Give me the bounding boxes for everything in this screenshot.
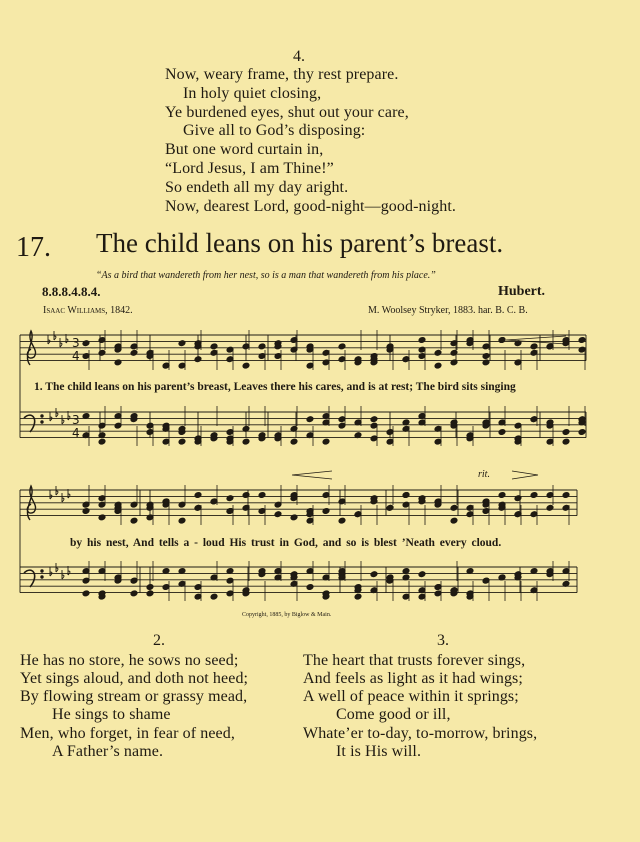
note-head [178, 340, 186, 347]
note-head [322, 508, 330, 515]
note-head [242, 492, 250, 499]
hymn-title: The child leans on his parent’s breast. [96, 228, 504, 258]
meter: 8.8.8.4.8.4. [42, 284, 101, 299]
note-head [546, 504, 554, 511]
note-head [562, 492, 570, 499]
note-head [82, 590, 90, 597]
note-head [514, 495, 522, 502]
verse-line: But one word curtain in, [165, 141, 324, 158]
note-head [562, 438, 570, 445]
note-head [418, 337, 426, 344]
note-head [306, 416, 314, 423]
note-head [450, 517, 458, 524]
note-head [194, 492, 202, 499]
note-head [402, 492, 410, 499]
bass-clef-icon [24, 415, 35, 432]
note-head [370, 571, 378, 578]
note-head [178, 517, 186, 524]
verse-line: He sings to shame [52, 706, 171, 723]
note-head [450, 359, 458, 366]
verse-line: By flowing stream or grassy mead, [20, 688, 248, 705]
verse-line: It is His will. [336, 743, 422, 760]
bass-clef-icon [24, 570, 35, 587]
verse-line: A Father’s name. [52, 743, 164, 760]
verse-line: Yet sings aloud, and doth not heed; [20, 670, 249, 687]
note-head [258, 343, 266, 350]
hymn-number: 17. [16, 232, 51, 263]
stanza-3-number: 3. [437, 632, 449, 649]
note-head [242, 362, 250, 369]
note-head [370, 416, 378, 423]
time-signature: 3 [72, 336, 80, 350]
note-head [498, 337, 506, 344]
note-head [82, 340, 90, 347]
stanza-4-number: 4. [293, 48, 305, 65]
bass-clef-icon [41, 570, 43, 572]
note-head [322, 438, 330, 445]
note-head [258, 492, 266, 499]
note-head [114, 359, 122, 366]
note-head [146, 584, 154, 591]
verse-line: He has no store, he sows no seed; [20, 652, 239, 669]
note-head [194, 356, 202, 363]
time-signature: 3 [72, 413, 80, 427]
verse-line: Men, who forget, in fear of need, [20, 725, 235, 742]
verse-line: “Lord Jesus, I am Thine!” [165, 160, 334, 177]
note-head [130, 590, 138, 597]
note-head [450, 504, 458, 511]
note-head [210, 593, 218, 600]
note-head [578, 429, 586, 436]
verse-line: A well of peace within it springs; [303, 688, 519, 705]
verse-line: Now, weary frame, thy rest prepare. [165, 66, 399, 83]
note-head [242, 438, 250, 445]
tempo-marking: rit. [478, 469, 490, 480]
note-head [146, 590, 154, 597]
note-head [306, 584, 314, 591]
note-head [274, 511, 282, 518]
bass-clef-icon [41, 576, 43, 578]
verse-line: The heart that trusts forever sings, [303, 652, 526, 669]
note-head [226, 495, 234, 502]
crescendo-mark [292, 471, 332, 479]
verse-line: And feels as light as it had wings; [303, 670, 523, 687]
stanza-2-number: 2. [153, 632, 165, 649]
note-head [450, 349, 458, 356]
time-signature: 4 [72, 349, 80, 363]
note-head [98, 349, 106, 356]
note-head [530, 492, 538, 499]
bass-clef-icon [41, 415, 43, 417]
verse-line: So endeth all my day aright. [165, 179, 349, 196]
verse-line: Whate’er to-day, to-morrow, brings, [303, 725, 538, 742]
verse-line: Now, dearest Lord, good-night—good-night. [165, 198, 457, 215]
note-head [178, 438, 186, 445]
note-head [562, 429, 570, 436]
note-head [386, 504, 394, 511]
note-head [130, 349, 138, 356]
note-head [338, 517, 346, 524]
note-head [98, 514, 106, 521]
note-head [498, 429, 506, 436]
copyright-notice: Copyright, 1885, by Biglow & Main. [242, 612, 332, 618]
note-head [210, 343, 218, 350]
note-head [418, 571, 426, 578]
note-head [434, 362, 442, 369]
lyrics-system-2: by his nest, And tells a - loud His trust in God, and so is blest ’Neath every cloud. [70, 537, 502, 549]
note-head [290, 438, 298, 445]
note-head [354, 593, 362, 600]
verse-line: In holy quiet closing, [183, 85, 322, 102]
note-head [290, 514, 298, 521]
note-head [530, 343, 538, 350]
verse-line: Give all to God’s disposing: [183, 122, 366, 139]
note-head [130, 517, 138, 524]
note-head [498, 492, 506, 499]
note-head [82, 508, 90, 515]
note-head [338, 343, 346, 350]
note-head [434, 349, 442, 356]
note-head [482, 353, 490, 360]
time-signature: 4 [72, 426, 80, 440]
tune-name: Hubert. [498, 284, 546, 299]
composer-credit: M. Woolsey Stryker, 1883. har. B. C. B. [368, 305, 528, 316]
author-credit: Isaac Williams, 1842. [43, 305, 133, 316]
bass-clef-icon [41, 421, 43, 423]
verse-line: Come good or ill, [336, 706, 451, 723]
decrescendo-mark [512, 471, 538, 479]
epigraph: “As a bird that wandereth from her nest, so is a man that wandereth from his place.” [96, 270, 436, 281]
note-head [482, 359, 490, 366]
note-head [578, 337, 586, 344]
note-head [98, 438, 106, 445]
verse-line: Ye burdened eyes, shut out your care, [165, 104, 409, 121]
lyrics-system-1: 1. The child leans on his parent’s breast, Leaves there his cares, and is at rest; The bird sits singing [34, 381, 516, 393]
